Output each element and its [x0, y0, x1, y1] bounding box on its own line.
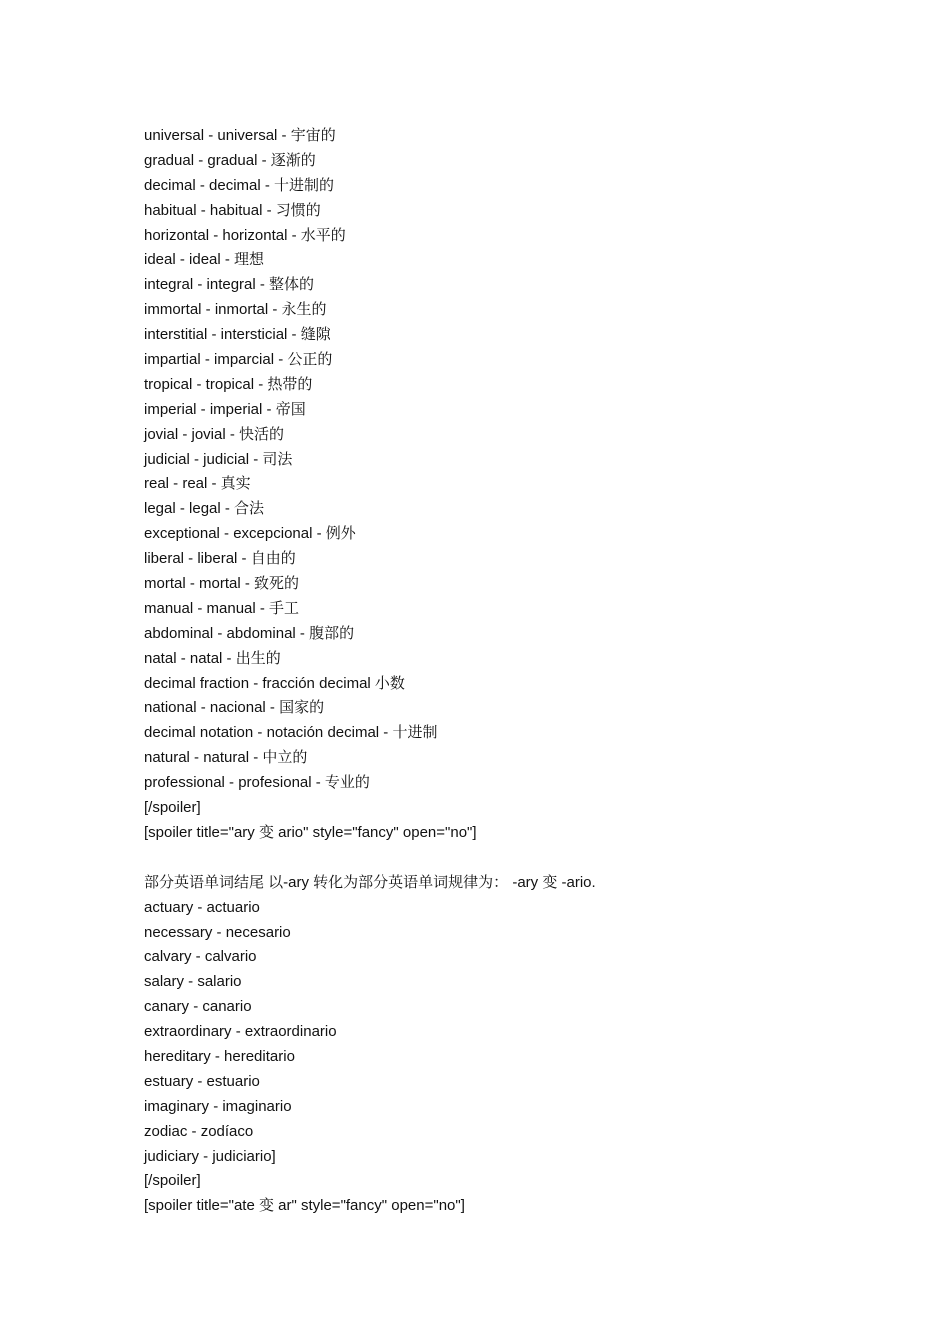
list-item: horizontal - horizontal - 水平的 [144, 226, 346, 244]
list-item: zodiac - zodíaco [144, 1122, 254, 1140]
list-item: actuary - actuario [144, 898, 260, 916]
list-item: imperial - imperial - 帝国 [144, 400, 306, 418]
list-item: ideal - ideal - 理想 [144, 251, 265, 269]
list-item: decimal notation - notación decimal - 十进制 [144, 724, 438, 742]
list-item: canary - canario [144, 998, 252, 1016]
list-item: gradual - gradual - 逐渐的 [144, 151, 316, 169]
list-item: universal - universal - 宇宙的 [144, 127, 336, 144]
list-item: estuary - estuario [144, 1072, 260, 1090]
spoiler-open-tag-ary: [spoiler title="ary 变 ario" style="fancy" open="no"] [144, 823, 477, 841]
list-item: salary - salario [144, 973, 242, 991]
list-item: natal - natal - 出生的 [144, 649, 281, 667]
list-item: judicial - judicial - 司法 [144, 450, 293, 468]
list-item: real - real - 真实 [144, 475, 251, 493]
spoiler-close-tag: [/spoiler] [144, 799, 201, 817]
rule-description: 部分英语单词结尾 以-ary 转化为部分英语单词规律为： -ary 变 -ario. [144, 873, 596, 891]
list-item: judiciary - judiciario] [144, 1147, 276, 1165]
list-item: extraordinary - extraordinario [144, 1023, 337, 1041]
list-item: necessary - necesario [144, 923, 291, 941]
list-item: habitual - habitual - 习惯的 [144, 201, 321, 219]
list-item: impartial - imparcial - 公正的 [144, 351, 333, 369]
list-item: calvary - calvario [144, 948, 257, 966]
list-item: abdominal - abdominal - 腹部的 [144, 624, 355, 642]
list-item: jovial - jovial - 快活的 [144, 425, 285, 443]
list-item: hereditary - hereditario [144, 1047, 295, 1065]
list-item: national - nacional - 国家的 [144, 699, 325, 717]
spoiler-open-tag-ate: [spoiler title="ate 变 ar" style="fancy" open="no"] [144, 1197, 465, 1215]
list-item: decimal fraction - fracción decimal 小数 [144, 674, 405, 692]
list-item: mortal - mortal - 致死的 [144, 575, 300, 593]
list-item: liberal - liberal - 自由的 [144, 550, 296, 568]
list-item: natural - natural - 中立的 [144, 749, 308, 767]
list-item: manual - manual - 手工 [144, 599, 300, 617]
list-item: exceptional - excepcional - 例外 [144, 525, 356, 543]
list-item: professional - profesional - 专业的 [144, 774, 370, 792]
list-item: imaginary - imaginario [144, 1097, 292, 1115]
spoiler-close-tag: [/spoiler] [144, 1172, 201, 1190]
list-item: integral - integral - 整体的 [144, 276, 315, 294]
list-item: tropical - tropical - 热带的 [144, 375, 313, 393]
list-item: legal - legal - 合法 [144, 500, 265, 518]
list-item: decimal - decimal - 十进制的 [144, 176, 335, 194]
document-page [144, 124, 904, 1219]
list-item: interstitial - intersticial - 缝隙 [144, 326, 331, 344]
word-list-ary [144, 896, 904, 1170]
word-list-al [144, 124, 904, 796]
list-item: immortal - inmortal - 永生的 [144, 301, 327, 319]
blank-line [144, 846, 904, 871]
